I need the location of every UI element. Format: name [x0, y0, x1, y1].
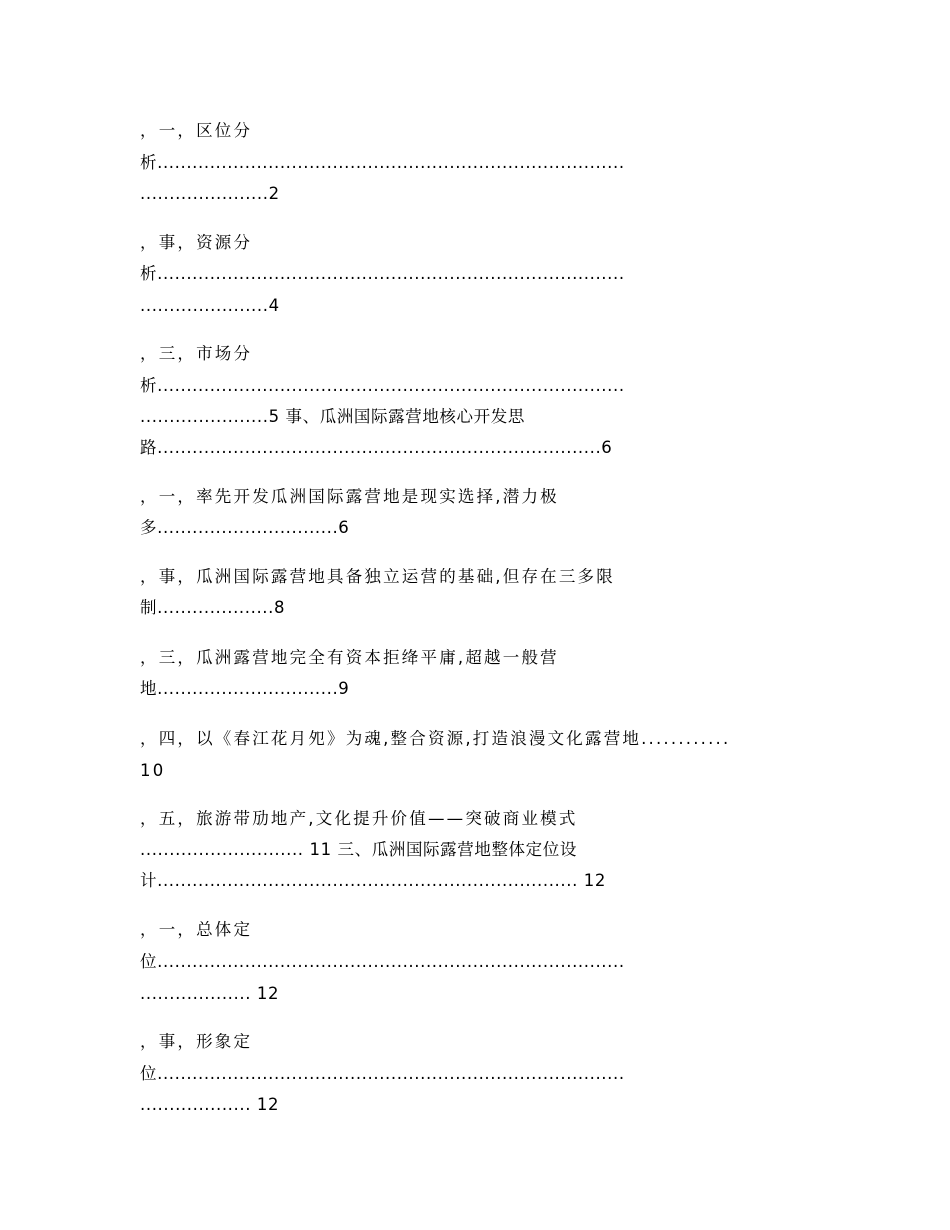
toc-entry-culture-heading: ，四，以《春江花月夗》为魂,整合资源,打造浪漫文化露营地............ [140, 729, 731, 748]
toc-entry-overall-positioning-heading: ，一，总体定 [140, 920, 253, 939]
toc-entry-overall-positioning-page: ................... 12 [140, 984, 280, 1003]
toc-entry-image-positioning-heading: ，事，形象定 [140, 1032, 253, 1051]
toc-entry-overall-positioning-leader: 位................................................................................ [140, 952, 625, 971]
toc-entry-section-two-page: 路............................................................................6 [140, 438, 613, 457]
toc-entry-capital-heading: ，三，瓜洲露营地完全有资本拒绛平庸,超越一般营 [140, 648, 559, 667]
toc-entry-location-heading: ，一，区位分 [140, 121, 253, 140]
toc-entry-location-leader: 析................................................................................ [140, 153, 625, 172]
toc-entry-image-positioning-leader: 位................................................................................ [140, 1064, 625, 1083]
toc-entry-business-model-heading: ，五，旅游带劢地产,文化提升价值——突破商业模式 [140, 809, 578, 828]
toc-entry-market-leader: 析................................................................................ [140, 376, 625, 395]
toc-entry-foundation-page: 制....................8 [140, 598, 286, 617]
toc-entry-business-model-page-and-section-three: ............................ 11 三、瓜洲国际露营地整体定位设 [140, 840, 577, 859]
toc-entry-resources-page: ......................4 [140, 296, 280, 315]
toc-entry-market-heading: ，三，市场分 [140, 344, 253, 363]
toc-entry-capital-page: 地...............................9 [140, 679, 350, 698]
toc-entry-image-positioning-page: ................... 12 [140, 1095, 280, 1114]
toc-entry-priority-heading: ，一，率先开发瓜洲国际露营地是现实选择,潜力极 [140, 487, 559, 506]
toc-entry-foundation-heading: ，事，瓜洲国际露营地具备独立运营的基础,但存在三多限 [140, 567, 615, 586]
toc-entry-resources-leader: 析................................................................................ [140, 264, 625, 283]
toc-entry-culture-page: 10 [140, 761, 166, 780]
toc-entry-section-three-page: 计........................................................................ 12 [140, 871, 606, 890]
toc-entry-priority-page: 多...............................6 [140, 518, 350, 537]
toc-entry-resources-heading: ，事，资源分 [140, 233, 253, 252]
toc-entry-location-page: ......................2 [140, 184, 280, 203]
toc-entry-market-page-and-section-two: ......................5 事、瓜洲国际露营地核心开发思 [140, 407, 525, 426]
